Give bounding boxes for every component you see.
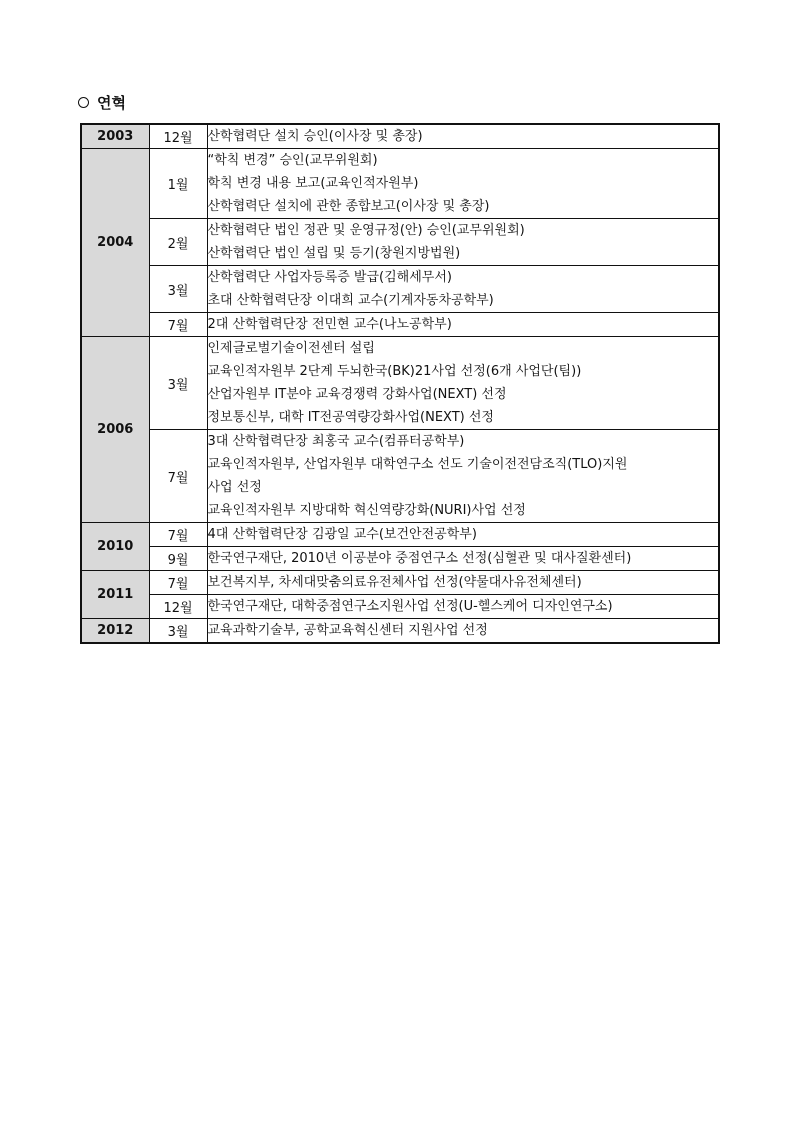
section-heading [78, 90, 126, 114]
table-row [81, 595, 719, 619]
year-cell: 2010 [81, 523, 149, 571]
event-line: 산학협력단 법인 정관 및 운영규정(안) 승인(교무위원회) [207, 223, 525, 238]
table-row [81, 219, 719, 266]
event-description-cell [207, 547, 719, 571]
table-row [81, 124, 719, 149]
event-line: 학칙 변경 내용 보고(교육인적자원부) [207, 176, 419, 191]
event-line: 산업자원부 IT분야 교육경쟁력 강화사업(NEXT) 선정 [207, 387, 507, 402]
event-line: 정보통신부, 대학 IT전공역량강화사업(NEXT) 선정 [207, 410, 494, 425]
table-row [81, 571, 719, 595]
month-cell: 1월 [149, 149, 207, 219]
event-description-cell [207, 313, 719, 337]
event-line: 한국연구재단, 대학중점연구소지원사업 선정(U-헬스케어 디자인연구소) [207, 599, 613, 614]
year-cell: 2011 [81, 571, 149, 619]
event-description-cell [207, 124, 719, 149]
event-line: 산학협력단 설치에 관한 종합보고(이사장 및 총장) [207, 199, 490, 214]
table-row [81, 313, 719, 337]
table-row [81, 266, 719, 313]
event-description-cell [207, 523, 719, 547]
event-line: 4대 산학협력단장 김광일 교수(보건안전공학부) [207, 527, 477, 542]
month-cell: 3월 [149, 619, 207, 644]
table-row [81, 149, 719, 219]
event-line: 교육과학기술부, 공학교육혁신센터 지원사업 선정 [207, 623, 488, 638]
month-cell: 12월 [149, 595, 207, 619]
month-cell: 3월 [149, 266, 207, 313]
month-cell: 7월 [149, 523, 207, 547]
event-line: “학칙 변경” 승인(교무위원회) [207, 153, 378, 168]
month-cell: 7월 [149, 313, 207, 337]
month-cell: 3월 [149, 337, 207, 430]
event-description-cell [207, 149, 719, 219]
event-line: 교육인적자원부 2단계 두뇌한국(BK)21사업 선정(6개 사업단(팀)) [207, 364, 582, 379]
event-line: 2대 산학협력단장 전민현 교수(나노공학부) [207, 317, 452, 332]
event-description-cell [207, 619, 719, 644]
event-description-cell [207, 219, 719, 266]
event-description-cell [207, 266, 719, 313]
event-description-cell [207, 337, 719, 430]
event-line: 초대 산학협력단장 이대희 교수(기계자동차공학부) [207, 293, 494, 308]
year-cell: 2004 [81, 149, 149, 337]
history-table-body [81, 124, 719, 643]
year-cell: 2006 [81, 337, 149, 523]
event-line: 보건복지부, 차세대맞춤의료유전체사업 선정(약물대사유전체센터) [207, 575, 582, 590]
month-cell: 2월 [149, 219, 207, 266]
month-cell: 7월 [149, 430, 207, 523]
history-table [80, 123, 720, 644]
event-line: 인제글로벌기술이전센터 설립 [207, 341, 375, 356]
table-row [81, 337, 719, 430]
event-line: 산학협력단 설치 승인(이사장 및 총장) [207, 129, 423, 144]
event-line: 교육인적자원부, 산업자원부 대학연구소 선도 기술이전전담조직(TLO)지원 [207, 457, 628, 472]
event-line: 3대 산학협력단장 최홍국 교수(컴퓨터공학부) [207, 434, 465, 449]
event-description-cell [207, 430, 719, 523]
event-line: 사업 선정 [207, 480, 262, 495]
event-line: 산학협력단 사업자등록증 발급(김해세무서) [207, 270, 452, 285]
table-row [81, 523, 719, 547]
month-cell: 12월 [149, 124, 207, 149]
month-cell: 7월 [149, 571, 207, 595]
event-line: 산학협력단 법인 설립 및 등기(창원지방법원) [207, 246, 461, 261]
circle-bullet-icon [78, 97, 89, 108]
event-description-cell [207, 595, 719, 619]
event-description-cell [207, 571, 719, 595]
year-cell: 2012 [81, 619, 149, 644]
table-row [81, 619, 719, 644]
event-line: 한국연구재단, 2010년 이공분야 중점연구소 선정(심혈관 및 대사질환센터) [207, 551, 632, 566]
table-row [81, 547, 719, 571]
year-cell: 2003 [81, 124, 149, 149]
event-line: 교육인적자원부 지방대학 혁신역량강화(NURI)사업 선정 [207, 503, 526, 518]
section-heading-label: 연혁 [97, 93, 126, 112]
month-cell: 9월 [149, 547, 207, 571]
table-row [81, 430, 719, 523]
